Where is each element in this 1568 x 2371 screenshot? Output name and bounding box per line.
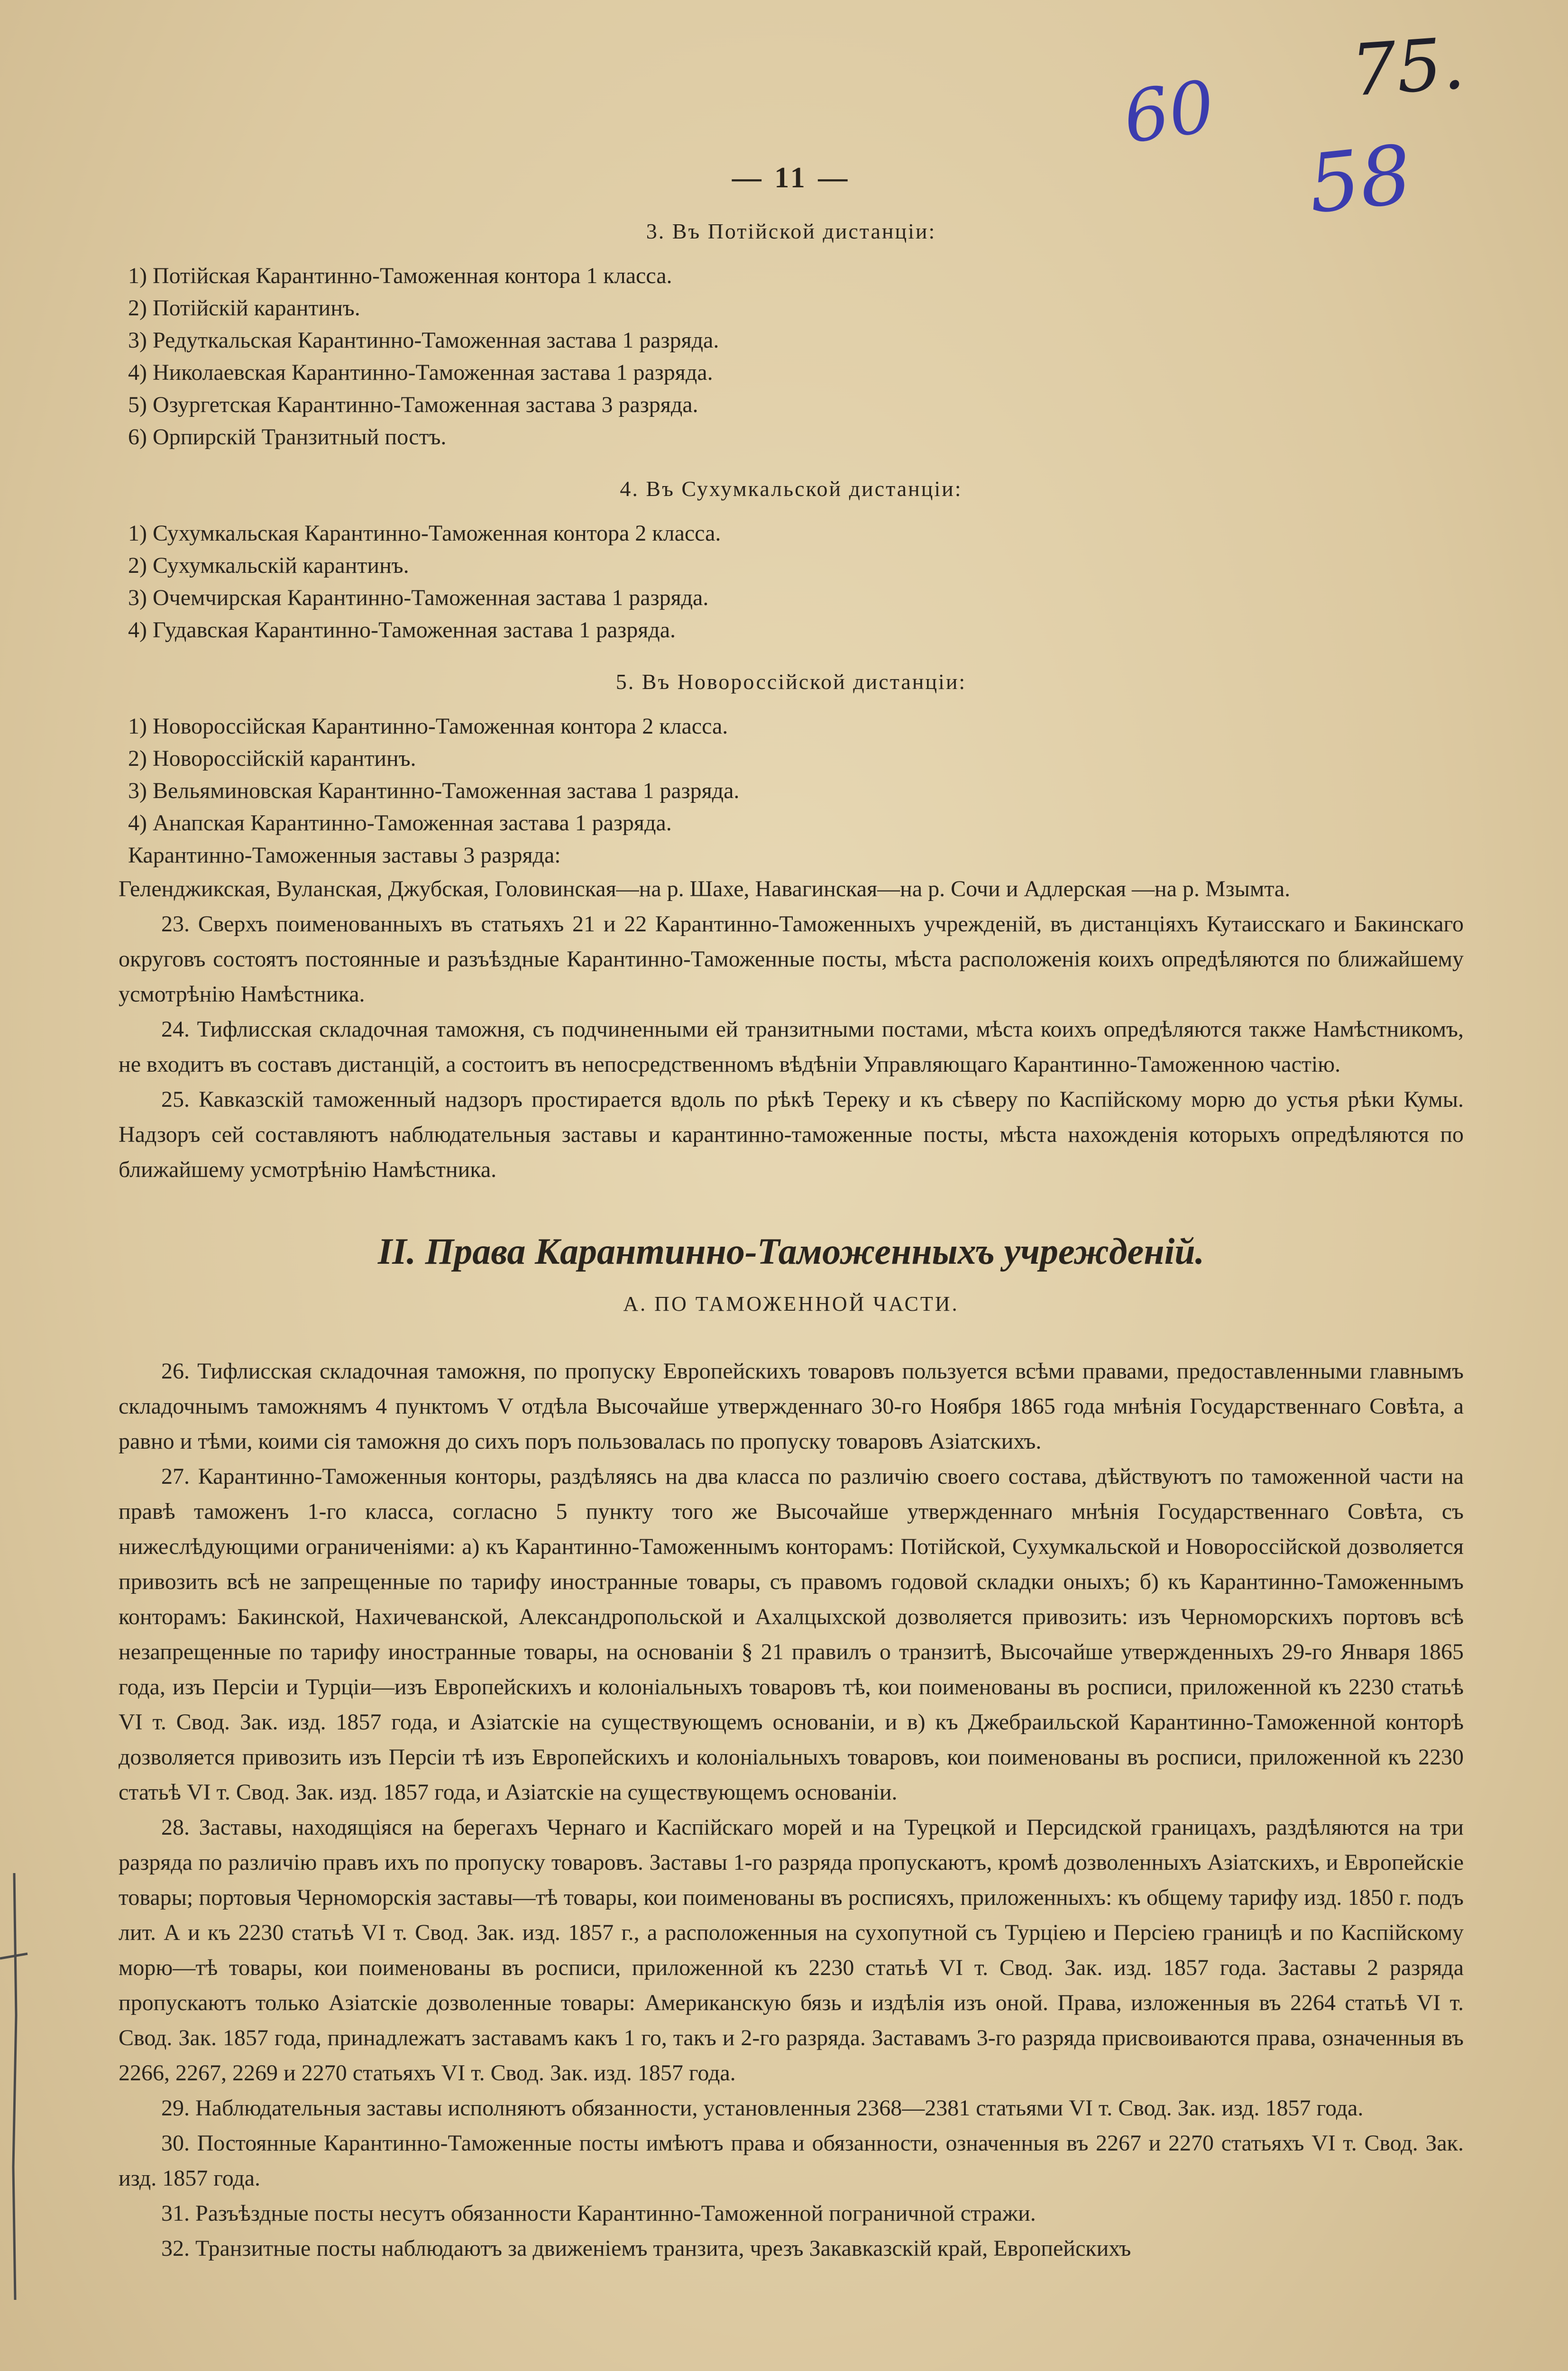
handwritten-note: 58: [1304, 128, 1416, 232]
part-title: II. Права Карантинно-Таможенныхъ учрежденій.: [377, 1231, 1205, 1272]
part-subtitle: А. ПО ТАМОЖЕННОЙ ЧАСТИ.: [623, 1292, 959, 1315]
section-list: [119, 710, 1464, 907]
handwritten-note: 60: [1118, 65, 1220, 160]
article-paragraph: 25. Кавказскій таможенный надзоръ простирается вдоль по рѣкѣ Тереку и къ сѣверу по Каспійскому морю до устья рѣки Кумы. Надзоръ сей составляютъ наблюдательныя заставы и карантинно-таможенные посты, мѣста нахожденія которыхъ опредѣляются по ближайшему усмотрѣнію Намѣстника.: [119, 1087, 1464, 1182]
article-paragraph: 26. Тифлисская складочная таможня, по пропуску Европейскихъ товаровъ пользуется всѣми правами, предоставленными главнымъ складочнымъ таможнямъ 4 пунктомъ V отдѣла Высочайше утвержденнаго 30-го Ноября 1865 года мнѣнія Государственнаго Совѣта, а равно и тѣми, коими сія таможня до сихъ поръ пользовалась по пропуску товаровъ Азіатскихъ.: [119, 1359, 1464, 1454]
article-paragraph: 31. Разъѣздные посты несутъ обязанности Карантинно-Таможенной пограничной стражи.: [161, 2201, 1036, 2226]
list-item: 3) Вельяминовская Карантинно-Таможенная застава 1 разряда.: [128, 778, 740, 803]
section-list: [119, 517, 1464, 646]
list-item: 1) Сухумкальская Карантинно-Таможенная контора 2 класса.: [128, 521, 721, 546]
margin-pencil-mark: [0, 1873, 28, 2300]
article-paragraph: 28. Заставы, находящіяся на берегахъ Чернаго и Каспійскаго морей и на Турецкой и Персидской границахъ, раздѣляются на три разряда по различію правъ ихъ по пропуску товаровъ. Заставы 1-го разряда пропускаютъ, кромѣ дозволенныхъ Азіатскихъ, и Европейскіе товары; портовыя Черноморскія заставы—тѣ товары, кои поименованы въ росписяхъ, приложенныхъ: къ общему тарифу изд. 1850 г. подъ лит. А и къ 2230 статьѣ VI т. Свод. Зак. изд. 1857 г., а расположенныя на сухопутной съ Турціею и Персіею границѣ и по Каспійскому морю—тѣ товары, кои поименованы въ росписи, приложенной къ 2230 статьѣ VI т. Свод. Зак. изд. 1857 года. Заставы 2 разряда пропускаютъ только Азіатскіе дозволенные товары: Американскую бязь и издѣлія изъ оной. Права, изложенныя въ 2264 статьѣ VI т. Свод. Зак. 1857 года, принадлежатъ заставамъ какъ 1 го, такъ и 2-го разряда. Заставамъ 3-го разряда присвоиваются права, означенныя въ 2266, 2267, 2269 и 2270 статьяхъ VI т. Свод. Зак. изд. 1857 года.: [119, 1815, 1464, 2086]
list-item: 2) Сухумкальскій карантинъ.: [128, 553, 409, 578]
article-paragraph: 27. Карантинно-Таможенныя конторы, раздѣляясь на два класса по различію своего состава, дѣйствуютъ по таможенной части на правѣ таможенъ 1-го класса, согласно 5 пункту того же Высочайше утвержденнаго мнѣнія Государственнаго Совѣта, съ нижеслѣдующими ограниченіями: а) къ Карантинно-Таможеннымъ конторамъ: Потійской, Сухумкальской и Новороссійской дозволяется привозить всѣ не запрещенные по тарифу иностранные товары, съ правомъ годовой складки оныхъ; б) къ Карантинно-Таможеннымъ конторамъ: Бакинской, Нахичеванской, Александропольской и Ахалцыхской дозволяется привозить: изъ Черноморскихъ портовъ всѣ незапрещенные по тарифу иностранные товары, на основаніи § 21 правилъ о транзитѣ, Высочайше утвержденныхъ 29-го Января 1865 года, изъ Персіи и Турціи—изъ Европейскихъ и колоніальныхъ товаровъ тѣ, кои поименованы въ росписи, приложенной къ 2230 статьѣ VI т. Свод. Зак. изд. 1857 года, и Азіатскіе на существующемъ основаніи, и в) къ Джебраильской Карантинно-Таможенной конторѣ дозволяется привозить изъ Персіи тѣ изъ Европейскихъ и колоніальныхъ товаровъ, кои поименованы въ росписи, приложенной къ 2230 статьѣ VI т. Свод. Зак. изд. 1857 года, и Азіатскіе на существующемъ основаніи.: [119, 1464, 1464, 1805]
article-paragraph: 30. Постоянные Карантинно-Таможенные посты имѣютъ права и обязанности, означенныя въ 2267 и 2270 статьяхъ VI т. Свод. Зак. изд. 1857 года.: [119, 2131, 1464, 2191]
article-paragraph: 29. Наблюдательныя заставы исполняютъ обязанности, установленныя 2368—2381 статьями VI т. Свод. Зак. изд. 1857 года.: [161, 2095, 1364, 2121]
list-item: 4) Гудавская Карантинно-Таможенная застава 1 разряда.: [128, 617, 676, 643]
list-item: 1) Новороссійская Карантинно-Таможенная контора 2 класса.: [128, 714, 728, 739]
list-item: 4) Николаевская Карантинно-Таможенная застава 1 разряда.: [128, 360, 713, 385]
article-paragraph: 23. Сверхъ поименованныхъ въ статьяхъ 21 и 22 Карантинно-Таможенныхъ учрежденій, въ дистанціяхъ Кутаисскаго и Бакинскаго округовъ состоятъ постоянные и разъѣздные Карантинно-Таможенные посты, мѣста расположенія коихъ опредѣляются по ближайшему усмотрѣнію Намѣстника.: [119, 911, 1464, 1007]
zastavy-label: Карантинно-Таможенныя заставы 3 разряда:: [128, 843, 561, 868]
list-item: 6) Орпирскій Транзитный постъ.: [128, 424, 447, 450]
list-item: 5) Озургетская Карантинно-Таможенная застава 3 разряда.: [128, 392, 698, 417]
section-heading: 3. Въ Потійской дистанціи:: [646, 219, 936, 243]
handwritten-note: 75.: [1348, 22, 1467, 113]
list-item: 4) Анапская Карантинно-Таможенная застава 1 разряда.: [128, 810, 672, 836]
list-item: 3) Очемчирская Карантинно-Таможенная застава 1 разряда.: [128, 585, 709, 610]
page-number: — 11 —: [732, 162, 851, 194]
list-item: 2) Новороссійскій карантинъ.: [128, 746, 416, 771]
article-paragraph: 32. Транзитные посты наблюдаютъ за движеніемъ транзита, чрезъ Закавказскій край, Европейскихъ: [161, 2236, 1131, 2261]
article-paragraph: 24. Тифлисская складочная таможня, съ подчиненными ей транзитными постами, мѣста коихъ опредѣляются также Намѣстникомъ, не входитъ въ составъ дистанцій, а состоитъ въ непосредственномъ вѣдѣніи Управляющаго Карантинно-Таможенною частію.: [119, 1017, 1464, 1077]
section-heading: 5. Въ Новороссійской дистанціи:: [615, 670, 967, 694]
section-heading: 4. Въ Сухумкальской дистанціи:: [620, 477, 963, 501]
list-item: 2) Потійскій карантинъ.: [128, 295, 360, 321]
list-item: 3) Редуткальская Карантинно-Таможенная застава 1 разряда.: [128, 328, 719, 353]
zastavy-list: Геленджикская, Вуланская, Джубская, Головинская—на р. Шахе, Навагинская—на р. Сочи и Адлерская —на р. Мзымта.: [119, 876, 1291, 901]
list-item: 1) Потійская Карантинно-Таможенная контора 1 класса.: [128, 263, 672, 288]
section-list: [119, 260, 1464, 453]
